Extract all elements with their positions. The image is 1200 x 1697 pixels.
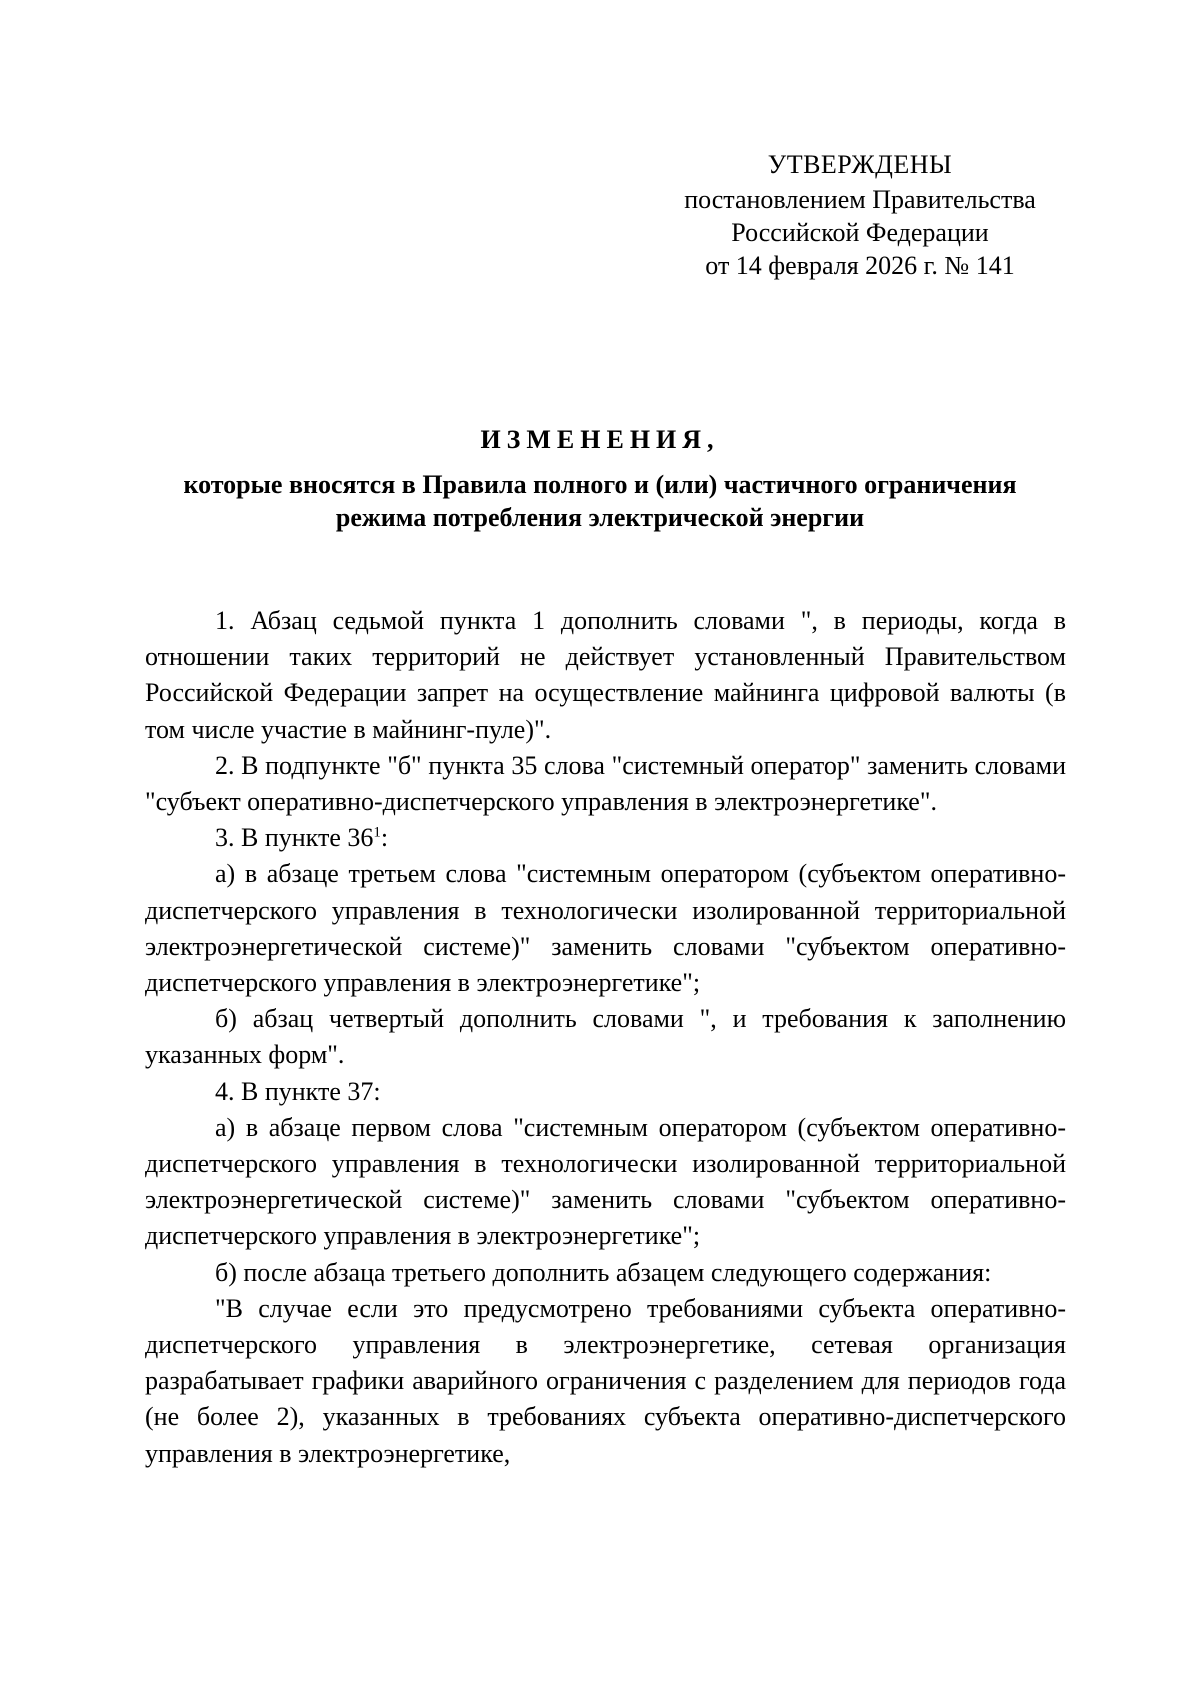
paragraph-1: 1. Абзац седьмой пункта 1 дополнить словами ", в периоды, когда в отношении таких территорий не действует установленный Правительством Российской Федерации запрет на осуществление майнинга цифровой валюты (в том числе участие в майнинг-пуле)". (145, 606, 1066, 744)
paragraph-2: 2. В подпункте "б" пункта 35 слова "системный оператор" заменить словами "субъект оперативно-диспетчерского управления в электроэнергетике". (145, 750, 1066, 817)
subtitle-line: режима потребления электрической энергии (335, 503, 865, 532)
approval-title: УТВЕРЖДЕНЫ (767, 150, 953, 179)
approval-line: Российской Федерации (731, 218, 989, 247)
paragraph-3-text: 3. В пункте 36 (215, 823, 374, 853)
superscript-index: 1 (373, 824, 381, 841)
paragraph-3b: б) абзац четвертый дополнить словами ", и требования к заполнению указанных форм". (145, 1004, 1066, 1070)
paragraph-4b: б) после абзаца третьего дополнить абзацем следующего содержания: (215, 1257, 992, 1287)
paragraph-3 (145, 820, 1066, 856)
document-title: ИЗМЕНЕНИЯ, (480, 425, 720, 454)
paragraph-quote: "В случае если это предусмотрено требованиями субъекта оперативно-диспетчерского управления в электроэнергетике, сетевая организация разрабатывает графики аварийного ограничения с разделением для периодов года (не более 2), указанных в требованиях субъекта оперативно-диспетчерского управления в электроэнергетике, (145, 1293, 1066, 1468)
paragraph-3-colon: : (380, 823, 389, 853)
document-subtitle (130, 468, 1070, 534)
approval-block (600, 148, 1120, 282)
paragraph-3a: а) в абзаце третьем слова "системным оператором (субъектом оперативно-диспетчерского управления в технологически изолированной территориальной электроэнергетической системе)" заменить словами "субъектом оперативно-диспетчерского управления в электроэнергетике"; (145, 859, 1066, 998)
document-body (145, 603, 1066, 1472)
subtitle-line: которые вносятся в Правила полного и (или) частичного ограничения (183, 470, 1017, 499)
approval-line: постановлением Правительства (684, 185, 1036, 214)
paragraph-4a: а) в абзаце первом слова "системным оператором (субъектом оперативно-диспетчерского управления в технологически изолированной территориальной электроэнергетической системе)" заменить словами "субъектом оперативно-диспетчерского управления в электроэнергетике"; (145, 1112, 1066, 1251)
approval-date: от 14 февраля 2026 г. № 141 (705, 251, 1015, 280)
paragraph-4: 4. В пункте 37: (215, 1076, 381, 1106)
